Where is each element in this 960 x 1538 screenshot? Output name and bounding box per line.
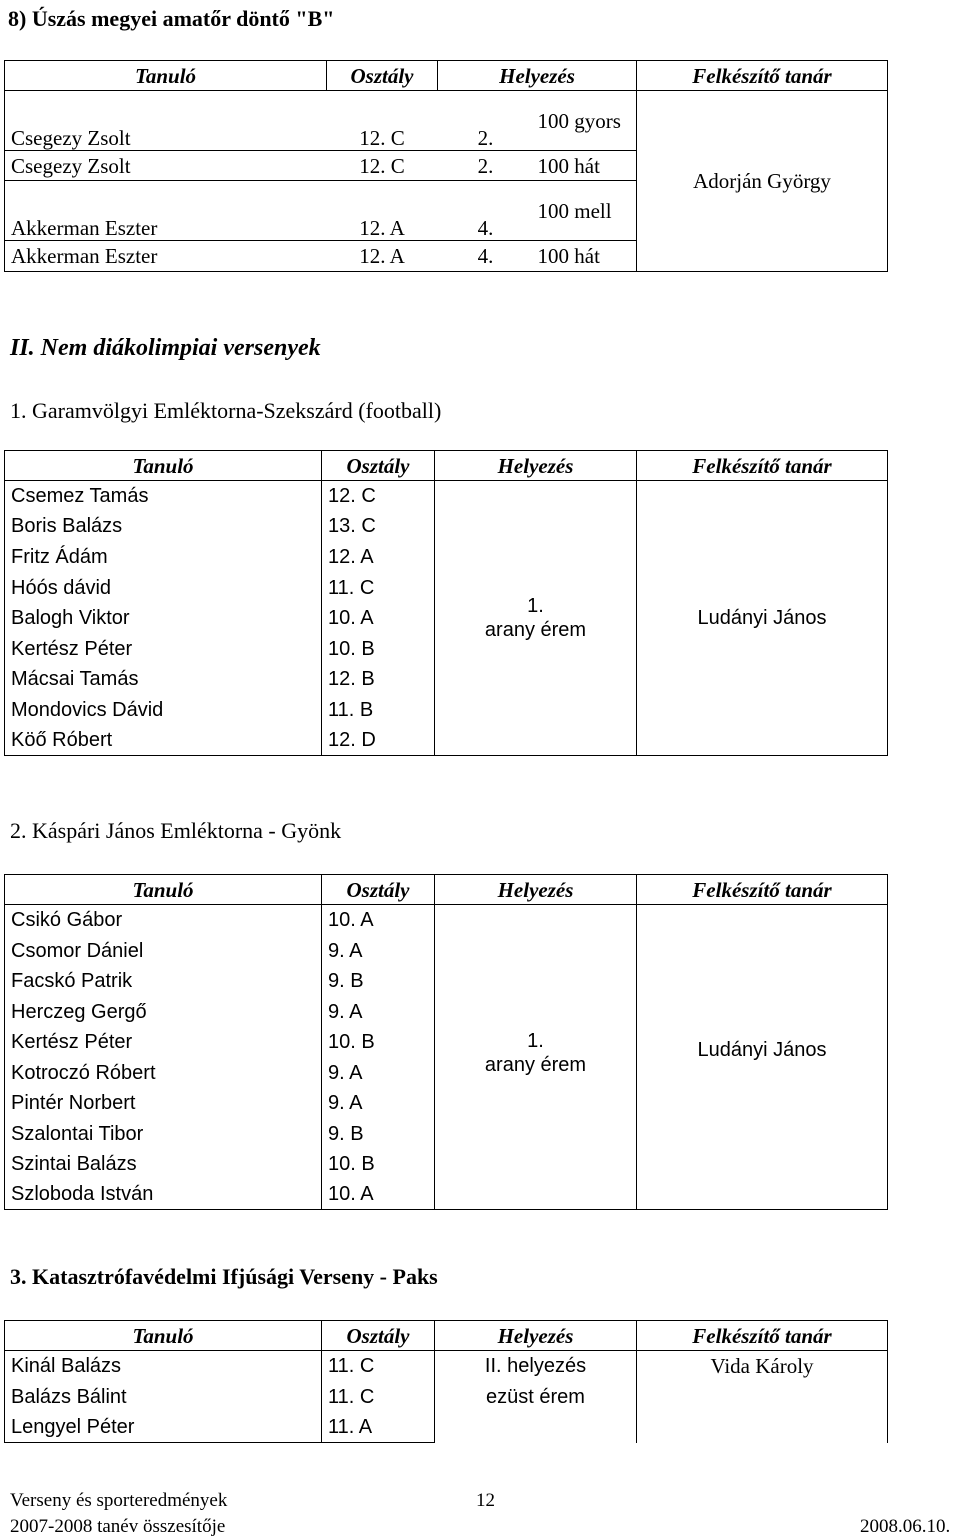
student-class: 11. B [322, 695, 435, 725]
footer-title: Verseny és sporteredmények [10, 1490, 228, 1511]
student-class: 12. A [322, 542, 435, 573]
student-class: 12. C [327, 151, 438, 181]
student-class: 13. C [322, 511, 435, 542]
student-name: Csegezy Zsolt [5, 91, 327, 151]
table-row [5, 1351, 888, 1382]
student-name: Szintai Balázs [5, 1149, 322, 1180]
student-class: 12. D [322, 725, 435, 756]
empty-cell [435, 1412, 637, 1443]
student-class: 10. B [322, 1149, 435, 1180]
competition-title: 3. Katasztrófavédelmi Ifjúsági Verseny - Paks [10, 1264, 438, 1289]
student-name: Csegezy Zsolt [5, 151, 327, 181]
student-name: Kertész Péter [5, 1027, 322, 1058]
col-teacher-header: Felkészítő tanár [637, 61, 888, 91]
placement-medal: ezüst érem [435, 1382, 637, 1412]
table-row [5, 905, 888, 936]
footer-subtitle: 2007-2008 tanév összesítője [10, 1516, 226, 1537]
table-row [5, 481, 888, 511]
student-name: Kotroczó Róbert [5, 1058, 322, 1088]
student-name: Balogh Viktor [5, 603, 322, 634]
student-name: Kinál Balázs [5, 1351, 322, 1382]
col-student-header: Tanuló [5, 1321, 322, 1351]
col-teacher-header: Felkészítő tanár [637, 451, 888, 481]
student-class: 10. B [322, 1027, 435, 1058]
student-name: Lengyel Péter [5, 1412, 322, 1443]
student-name: Akkerman Eszter [5, 241, 327, 272]
section-title: 8) Úszás megyei amatőr döntő "B" [8, 6, 335, 31]
student-name: Csemez Tamás [5, 481, 322, 511]
col-teacher-header: Felkészítő tanár [637, 875, 888, 905]
col-class-header: Osztály [322, 875, 435, 905]
swim-results-table [4, 60, 888, 272]
student-class: 11. C [322, 1382, 435, 1412]
student-class: 10. A [322, 1180, 435, 1210]
student-name: Köő Róbert [5, 725, 322, 756]
student-name: Szalontai Tibor [5, 1119, 322, 1149]
student-name: Mácsai Tamás [5, 664, 322, 695]
student-class: 10. A [322, 905, 435, 936]
student-class: 9. B [322, 966, 435, 997]
student-name: Facskó Patrik [5, 966, 322, 997]
competition-title: 2. Káspári János Emléktorna - Gyönk [10, 818, 342, 843]
col-teacher-header: Felkészítő tanár [637, 1321, 888, 1351]
student-class: 11. A [322, 1412, 435, 1443]
page-number: 12 [476, 1490, 495, 1511]
gyonk-results-table [4, 874, 888, 1210]
placement-medal: arany érem [484, 619, 587, 641]
student-name: Hóós dávid [5, 573, 322, 603]
student-name: Csomor Dániel [5, 936, 322, 966]
col-student-header: Tanuló [5, 61, 327, 91]
student-name: Akkerman Eszter [5, 181, 327, 241]
student-class: 9. A [322, 936, 435, 966]
col-place-header: Helyezés [438, 61, 637, 91]
swim-event: 100 mell [534, 181, 637, 241]
student-name: Pintér Norbert [5, 1088, 322, 1119]
col-class-header: Osztály [322, 1321, 435, 1351]
col-place-header: Helyezés [435, 1321, 637, 1351]
swim-event: 100 gyors [534, 91, 637, 151]
placement-rank: 1. [527, 1030, 544, 1052]
placement-rank: II. helyezés [435, 1351, 637, 1382]
teacher-name: Ludányi János [637, 905, 888, 1210]
student-class: 12. C [327, 91, 438, 151]
placement [435, 481, 637, 756]
student-name: Szloboda István [5, 1180, 322, 1210]
placement-medal: arany érem [484, 1054, 587, 1076]
student-class: 9. A [322, 1088, 435, 1119]
col-class-header: Osztály [322, 451, 435, 481]
student-class: 11. C [322, 1351, 435, 1382]
student-class: 12. A [327, 181, 438, 241]
col-student-header: Tanuló [5, 451, 322, 481]
col-student-header: Tanuló [5, 875, 322, 905]
student-name: Csikó Gábor [5, 905, 322, 936]
teacher-name: Vida Károly [637, 1351, 888, 1443]
student-name: Boris Balázs [5, 511, 322, 542]
student-place: 4. [438, 241, 534, 272]
swim-event: 100 hát [534, 241, 637, 272]
student-place: 2. [438, 151, 534, 181]
student-class: 9. B [322, 1119, 435, 1149]
student-place: 2. [438, 91, 534, 151]
footer-date: 2008.06.10. [860, 1516, 951, 1537]
student-class: 12. C [322, 481, 435, 511]
student-class: 11. C [322, 573, 435, 603]
student-name: Kertész Péter [5, 634, 322, 664]
student-name: Fritz Ádám [5, 542, 322, 573]
table-row [5, 91, 888, 151]
student-class: 9. A [322, 997, 435, 1027]
swim-event: 100 hát [534, 151, 637, 181]
student-class: 10. A [322, 603, 435, 634]
student-name: Herczeg Gergő [5, 997, 322, 1027]
teacher-name: Ludányi János [637, 481, 888, 756]
placement-rank: 1. [527, 595, 544, 617]
part-title: II. Nem diákolimpiai versenyek [10, 335, 321, 361]
student-name: Balázs Bálint [5, 1382, 322, 1412]
student-class: 12. A [327, 241, 438, 272]
col-place-header: Helyezés [435, 451, 637, 481]
competition-title: 1. Garamvölgyi Emléktorna-Szekszárd (football) [10, 398, 442, 423]
football-results-table [4, 450, 888, 756]
student-name: Mondovics Dávid [5, 695, 322, 725]
placement [435, 905, 637, 1210]
student-class: 9. A [322, 1058, 435, 1088]
col-place-header: Helyezés [435, 875, 637, 905]
teacher-name: Adorján György [637, 91, 888, 272]
student-class: 10. B [322, 634, 435, 664]
student-class: 12. B [322, 664, 435, 695]
col-class-header: Osztály [327, 61, 438, 91]
paks-results-table [4, 1320, 888, 1443]
student-place: 4. [438, 181, 534, 241]
